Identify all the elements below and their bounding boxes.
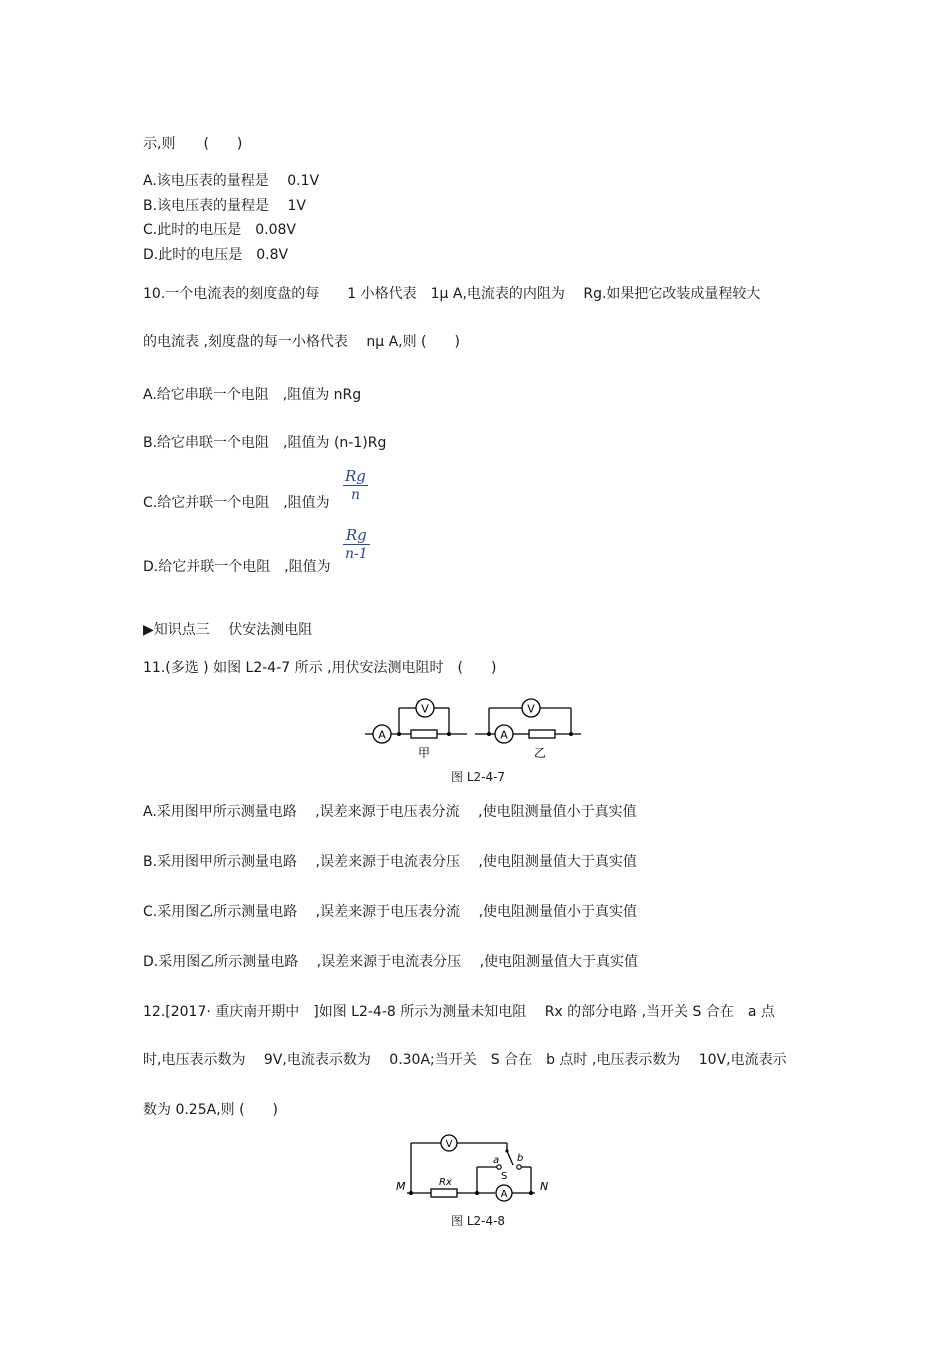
- question-12-line2: 时,电压表示数为 9V,电流表示数为 0.30A;当开关 S 合在 b 点时 ,电压表示数为 10V,电流表示: [143, 1052, 787, 1068]
- fraction-10d: [343, 526, 370, 563]
- label-m: M: [396, 1180, 406, 1193]
- option-11a: A.采用图甲所示测量电路 ,误差来源于电压表分流 ,使电阻测量值小于真实值: [143, 804, 637, 820]
- label-jia: 甲: [417, 746, 431, 760]
- figure-caption-l2-4-7: 图 L2-4-7: [451, 770, 506, 784]
- fraction-10c: [343, 467, 368, 504]
- question-11: 11.(多选 ) 如图 L2-4-7 所示 ,用伏安法测电阻时 ( ): [143, 660, 497, 676]
- ammeter-icon: A: [500, 728, 508, 742]
- question-12-line1: 12.[2017· 重庆南开期中 ]如图 L2-4-8 所示为测量未知电阻 Rx 的部分电路 ,当开关 S 合在 a 点: [143, 1004, 775, 1020]
- option-10d: D.给它并联一个电阻 ,阻值为: [143, 559, 331, 575]
- question-10-line1: 10.一个电流表的刻度盘的每 1 小格代表 1μ A,电流表的内阻为 Rg.如果把它改装成量程较大: [143, 286, 761, 302]
- label-b: b: [517, 1153, 524, 1164]
- fraction-10c-denominator: n: [343, 485, 368, 504]
- option-9b: B.该电压表的量程是 1V: [143, 198, 306, 214]
- label-s: S: [501, 1171, 508, 1182]
- option-11d: D.采用图乙所示测量电路 ,误差来源于电流表分压 ,使电阻测量值大于真实值: [143, 954, 639, 970]
- section-heading: ▶知识点三 伏安法测电阻: [143, 622, 313, 638]
- ammeter-icon: A: [500, 1189, 508, 1200]
- label-rx: Rx: [439, 1177, 452, 1188]
- option-9a: A.该电压表的量程是 0.1V: [143, 173, 320, 189]
- option-10b: B.给它串联一个电阻 ,阻值为 (n-1)Rg: [143, 435, 387, 451]
- option-9c: C.此时的电压是 0.08V: [143, 222, 296, 238]
- option-10a: A.给它串联一个电阻 ,阻值为 nRg: [143, 387, 362, 403]
- fraction-10c-numerator: Rg: [345, 467, 366, 485]
- circuit-figure-l2-4-7: [363, 696, 603, 766]
- option-9d: D.此时的电压是 0.8V: [143, 247, 289, 263]
- voltmeter-icon: V: [421, 702, 429, 716]
- voltmeter-icon: V: [527, 702, 535, 716]
- circuit-figure-l2-4-8: [393, 1133, 563, 1203]
- voltmeter-icon: V: [445, 1139, 453, 1150]
- label-n: N: [540, 1180, 549, 1193]
- fraction-10d-numerator: Rg: [345, 526, 367, 544]
- label-a: a: [493, 1155, 500, 1166]
- figure-caption-l2-4-8: 图 L2-4-8: [451, 1214, 506, 1228]
- option-11c: C.采用图乙所示测量电路 ,误差来源于电压表分流 ,使电阻测量值小于真实值: [143, 904, 638, 920]
- label-yi: 乙: [533, 746, 547, 760]
- ammeter-icon: A: [378, 728, 386, 742]
- question-9-tail: 示,则 ( ): [143, 136, 243, 152]
- question-12-line3: 数为 0.25A,则 ( ): [143, 1102, 279, 1118]
- fraction-10d-denominator: n-1: [345, 546, 368, 562]
- option-11b: B.采用图甲所示测量电路 ,误差来源于电流表分压 ,使电阻测量值大于真实值: [143, 854, 637, 870]
- option-10c: C.给它并联一个电阻 ,阻值为: [143, 495, 330, 511]
- question-10-line2: 的电流表 ,刻度盘的每一小格代表 nμ A,则 ( ): [143, 334, 460, 350]
